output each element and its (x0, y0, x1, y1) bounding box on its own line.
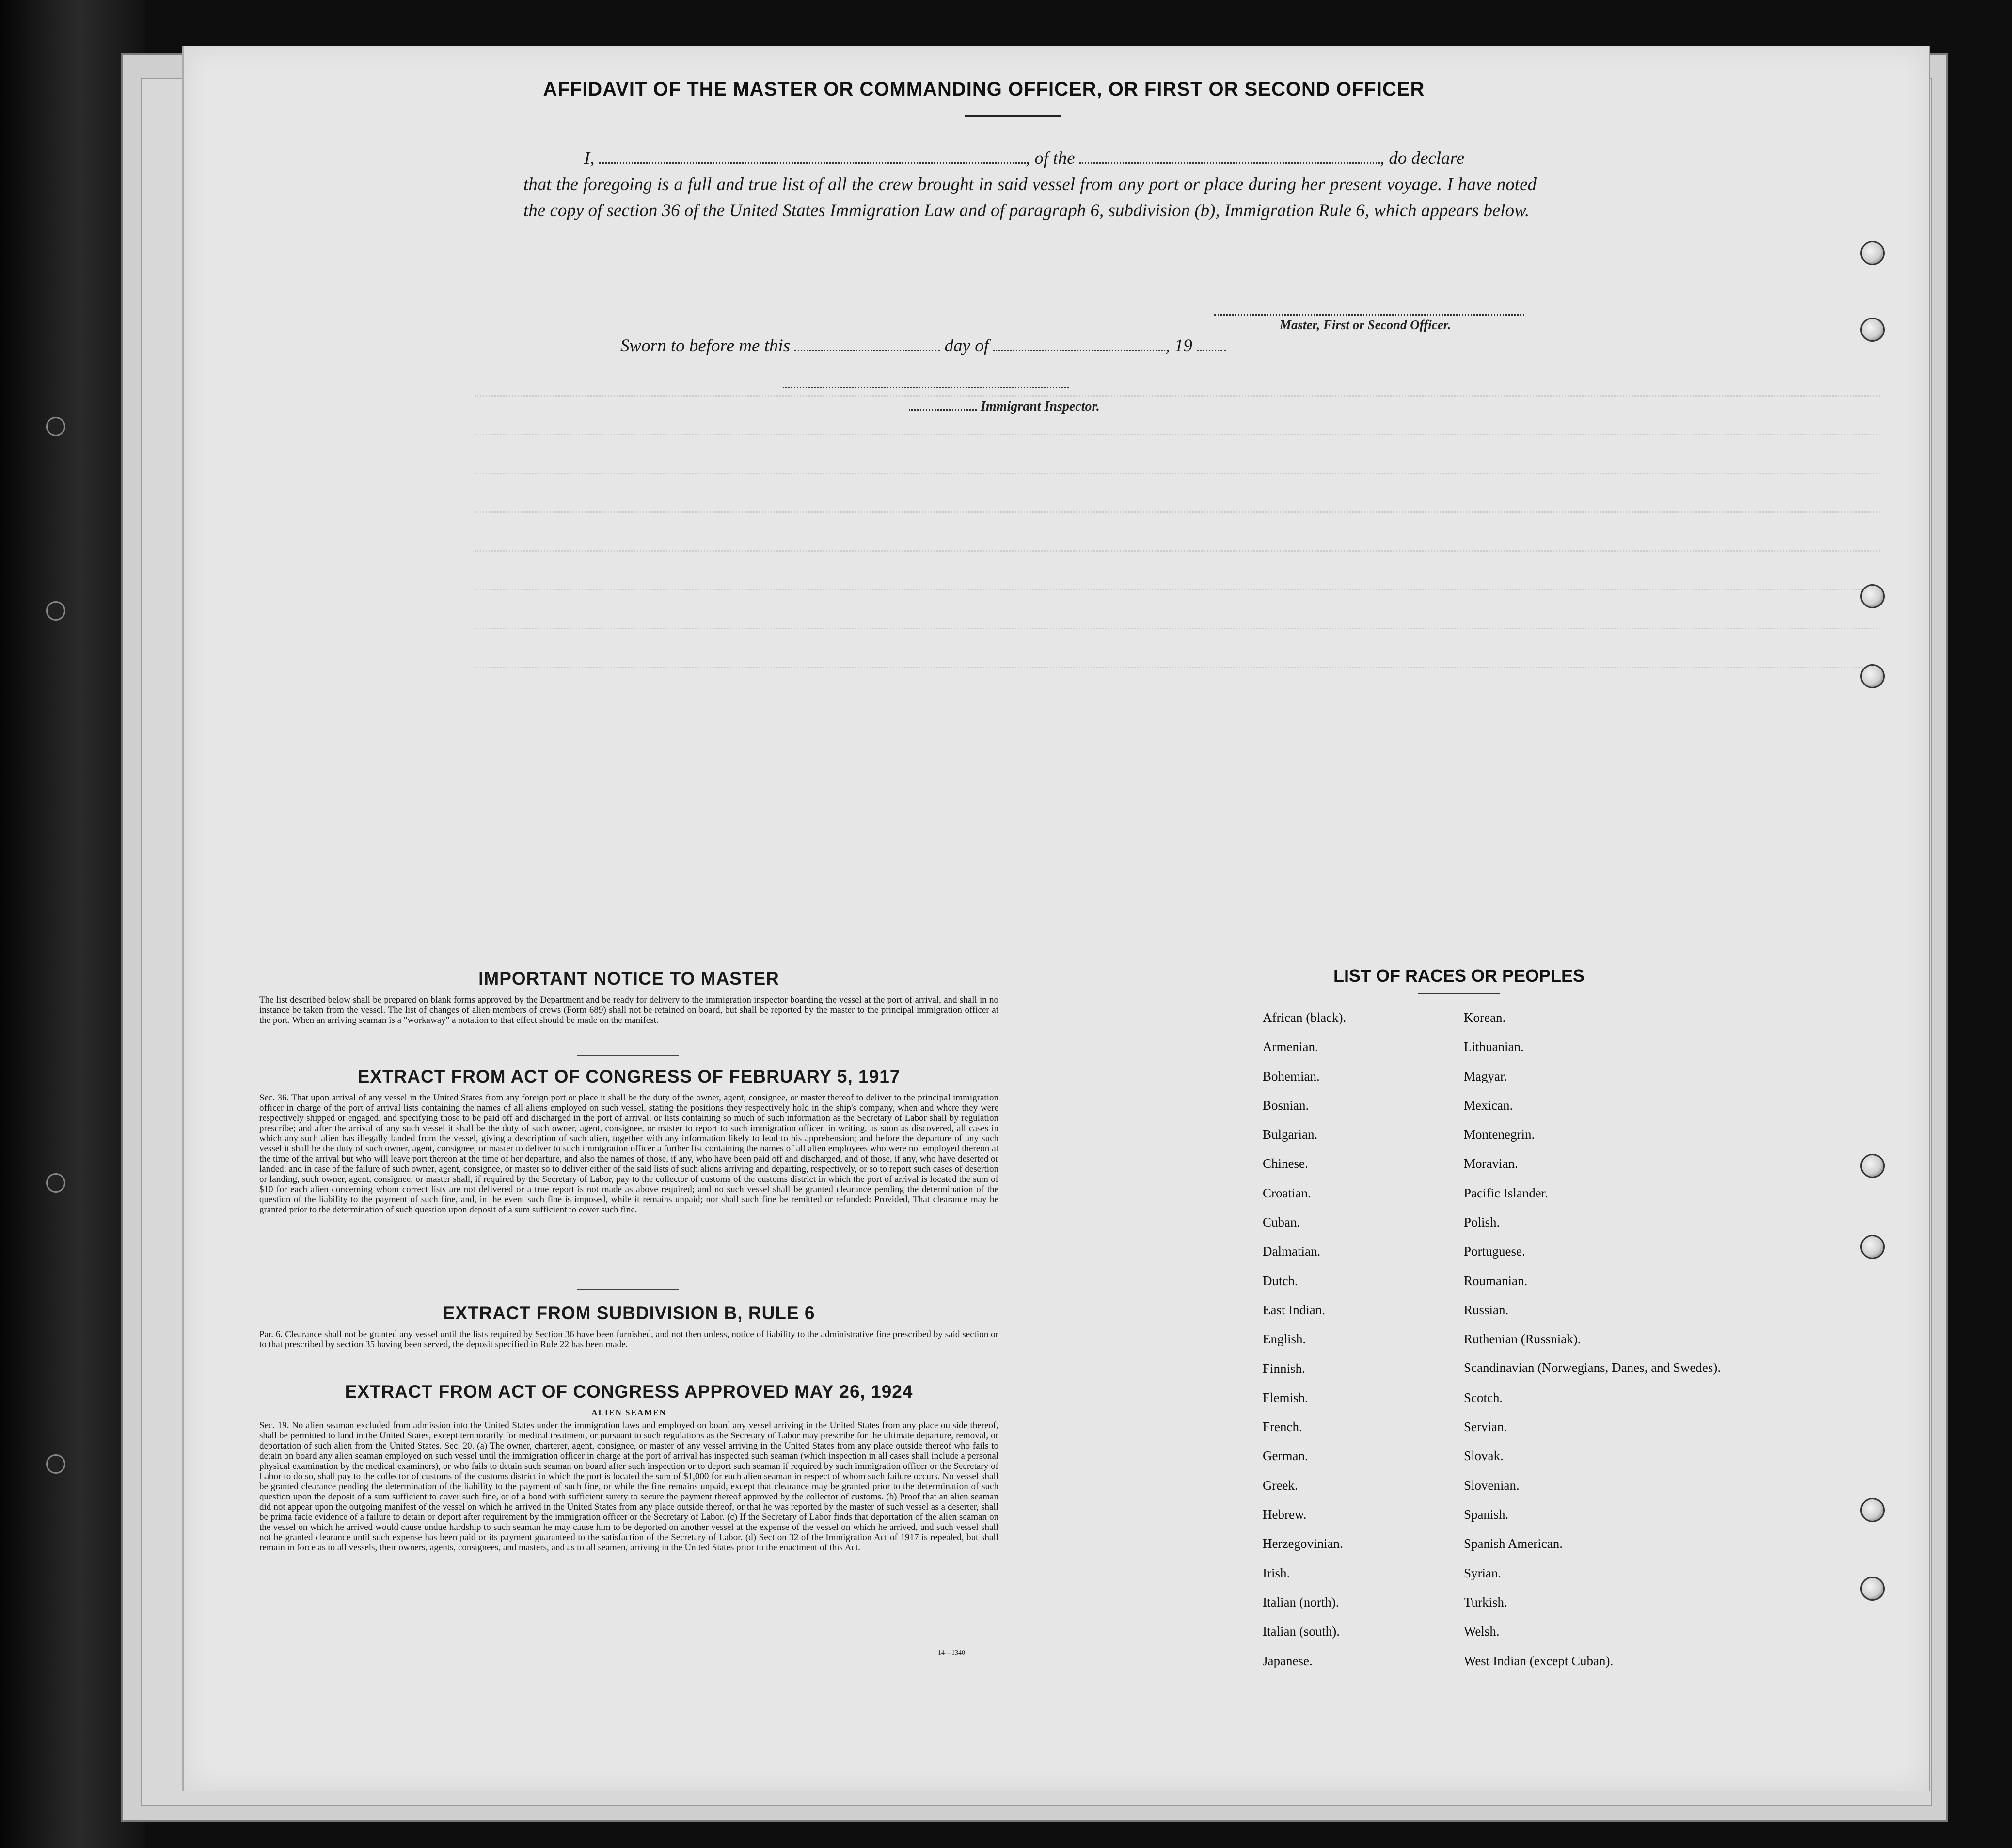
race-item: Hebrew. (1263, 1507, 1307, 1522)
race-item: Finnish. (1263, 1361, 1305, 1376)
bleed-through-row (475, 434, 1880, 438)
bleed-through-row (475, 589, 1880, 593)
separator (577, 1055, 679, 1056)
day-of-label: day of (944, 336, 989, 356)
punch-hole (1860, 584, 1885, 608)
punch-hole (1860, 241, 1885, 265)
race-item: Croatian. (1263, 1185, 1311, 1200)
races-column-right (1464, 1010, 1726, 1683)
race-item: Welsh. (1464, 1624, 1500, 1639)
race-item: Syrian. (1464, 1565, 1502, 1580)
signature-label: Master, First or Second Officer. (1280, 318, 1451, 332)
inspector-signature-line[interactable] (783, 387, 1069, 388)
separator (577, 1289, 679, 1290)
extract-rule6-title: EXTRACT FROM SUBDIVISION B, RULE 6 (443, 1303, 815, 1323)
race-item: Ruthenian (Russniak). (1464, 1332, 1581, 1347)
race-item: Roumanian. (1464, 1273, 1528, 1288)
race-item: Armenian. (1263, 1039, 1318, 1054)
race-item: French. (1263, 1419, 1302, 1434)
year-prefix: , 19 (1165, 336, 1192, 356)
race-item: Italian (south). (1263, 1624, 1340, 1639)
extract-rule6 (259, 1303, 998, 1350)
title-rule (965, 115, 1061, 117)
race-item: Spanish. (1464, 1507, 1509, 1522)
race-item: English. (1263, 1332, 1306, 1347)
sworn-prefix: Sworn to before me this (620, 336, 791, 356)
race-item: Japanese. (1263, 1653, 1313, 1668)
punch-hole (1860, 1154, 1885, 1178)
binder-ring (46, 601, 65, 621)
race-item: Montenegrin. (1464, 1127, 1535, 1142)
bleed-through-row (475, 473, 1880, 477)
race-item: Scotch. (1464, 1390, 1503, 1405)
signature-line[interactable] (1214, 314, 1524, 316)
race-item: East Indian. (1263, 1302, 1325, 1317)
bleed-through-row (475, 511, 1880, 516)
race-item: Bohemian. (1263, 1068, 1320, 1083)
extract-1924 (259, 1382, 998, 1553)
race-item: Dalmatian. (1263, 1244, 1321, 1259)
race-item: Lithuanian. (1464, 1039, 1524, 1054)
i-label: I, (584, 148, 595, 168)
binder-ring (46, 1173, 65, 1193)
extract-1917 (259, 1067, 998, 1215)
affidavit-text: that the foregoing is a full and true list of all the crew brought in said vessel from any port or place during her present voyage. I have noted the copy of section 36 of the United States Immigration Law and of paragraph 6, subdivision (b), Immigration Rule 6, which appears below. (523, 175, 1537, 221)
race-item: Mexican. (1464, 1098, 1513, 1113)
punch-hole (1860, 1498, 1885, 1522)
sworn-month-field[interactable] (993, 335, 1165, 351)
vessel-field[interactable] (1079, 147, 1380, 164)
extract-1917-body: Sec. 36. That upon arrival of any vessel in the United States from any foreign port or place it shall be the duty of the owner, agent, consignee, or master thereof to deliver to the principal immigration officer in charge of the port of arrival lists containing the names of all aliens employed on such vessel, stating the positions they respectively hold in the ship's company, when and where they were respectively shipped or engaged, and specifying those to be paid off and discharged in the port of arrival; or lists containing so much of such information as the Secretary of Labor shall by regulation prescribe; and after the arrival of any such vessel it shall be the duty of such owner, agent, consignee, or master to report to such immigration officer, in writing, as soon as discovered, all cases in which any such alien has illegally landed from the vessel, giving a description of such alien, together with any information likely to lead to his apprehension; and before the departure of any such vessel it shall be the duty of such owner, agent, consignee, or master to deliver to such immigration officer a further list containing the names of all alien employees who were not employed thereon at the time of the arrival but who will leave port thereon at the time of her departure, and also the names of those, if any, who have been paid off and discharged, and of those, if any, who have deserted or landed; and in case of the failure of such owner, agent, consignee, or master so to deliver either of the said lists of such aliens arriving and departing, respectively, or so to report such cases of desertion or landing, such owner, agent, consignee, or master shall, if required by the Secretary of Labor, pay to the collector of customs of the customs district in which the port of arrival is located the sum of $10 for each alien concerning whom correct lists are not delivered or a true report is not made as above required; and no such vessel shall be granted clearance pending the determination of the question of the liability to the payment of such fine, and, in the event such fine is imposed, while it remains unpaid; nor shall such fine be remitted or refunded: Provided, That clearance may be granted prior to the determination of such question upon deposit of a sum sufficient to cover such fine. (259, 1093, 998, 1215)
binder-ring (46, 417, 65, 436)
race-item: Slovak. (1464, 1449, 1504, 1464)
important-notice (259, 969, 998, 1025)
notice-title: IMPORTANT NOTICE TO MASTER (478, 969, 779, 988)
sworn-line (620, 335, 1226, 356)
race-item: Spanish American. (1464, 1536, 1563, 1551)
bleed-through-row (475, 667, 1880, 671)
races-rule (1418, 993, 1500, 994)
race-item: Servian. (1464, 1419, 1507, 1434)
punch-hole (1860, 1235, 1885, 1259)
inspector-fill (909, 398, 977, 411)
affidavit-body (523, 145, 1537, 224)
race-item: Chinese. (1263, 1156, 1308, 1171)
race-item: Italian (north). (1263, 1594, 1339, 1609)
sworn-day-field[interactable] (794, 335, 940, 351)
race-item: Flemish. (1263, 1390, 1308, 1405)
do-declare-label: , do declare (1379, 148, 1465, 168)
inspector-label-text: Immigrant Inspector. (981, 399, 1100, 414)
bleed-through-row (475, 550, 1880, 555)
punch-hole (1860, 664, 1885, 688)
extract-1917-title: EXTRACT FROM ACT OF CONGRESS OF FEBRUARY 5, 1917 (357, 1067, 901, 1086)
bleed-through-row (475, 628, 1880, 632)
bleed-through-row (475, 395, 1880, 399)
race-item: Moravian. (1464, 1156, 1518, 1171)
race-item: Portuguese. (1464, 1244, 1525, 1259)
binder-ring (46, 1454, 65, 1474)
name-field[interactable] (599, 147, 1026, 164)
extract-1924-title: EXTRACT FROM ACT OF CONGRESS APPROVED MAY 26, 1924 (345, 1382, 913, 1402)
extract-1924-subtitle: ALIEN SEAMEN (591, 1408, 666, 1417)
race-item: West Indian (except Cuban). (1464, 1653, 1614, 1668)
affidavit-title: AFFIDAVIT OF THE MASTER OR COMMANDING OFFICER, OR FIRST OR SECOND OFFICER (543, 79, 1425, 100)
race-item: Korean. (1464, 1010, 1506, 1025)
form-number: 14—1340 (938, 1649, 965, 1657)
race-item: Russian. (1464, 1302, 1509, 1317)
sworn-year-field[interactable] (1197, 335, 1226, 351)
race-item: Dutch. (1263, 1273, 1298, 1288)
race-item: Scandinavian (Norwegians, Danes, and Swedes). (1464, 1360, 1721, 1375)
inspector-label (909, 398, 1100, 414)
race-item: Polish. (1464, 1215, 1500, 1230)
races-title: LIST OF RACES OR PEOPLES (1333, 966, 1585, 986)
race-item: African (black). (1263, 1010, 1347, 1025)
race-item: Greek. (1263, 1478, 1298, 1493)
race-item: Bulgarian. (1263, 1127, 1318, 1142)
race-item: Irish. (1263, 1565, 1290, 1580)
notice-body: The list described below shall be prepared on blank forms approved by the Department and be ready for delivery to the immigration inspector boarding the vessel at the port of arrival, and shall in no instance be taken from the vessel. The list of changes of alien members of crews (Form 689) shall not be retained on board, but shall be reported by the master to the principal immigration officer at the port. When an arriving seaman is a "workaway" a notation to that effect should be made on the manifest. (259, 995, 998, 1025)
race-item: Cuban. (1263, 1215, 1300, 1230)
race-item: Magyar. (1464, 1068, 1507, 1083)
race-item: Turkish. (1464, 1594, 1507, 1609)
race-item: Herzegovinian. (1263, 1536, 1343, 1551)
punch-hole (1860, 318, 1885, 342)
extract-rule6-body: Par. 6. Clearance shall not be granted any vessel until the lists required by Section 36 have been furnished, and not then unless, notice of liability to the administrative fine prescribed by said section or to that prescribed by section 35 having been served, the deposit specified in Rule 22 has been made. (259, 1329, 998, 1350)
of-the-label: , of the (1025, 148, 1075, 168)
race-item: Bosnian. (1263, 1098, 1309, 1113)
race-item: Slovenian. (1464, 1478, 1520, 1493)
punch-hole (1860, 1577, 1885, 1601)
race-item: German. (1263, 1449, 1308, 1464)
race-item: Pacific Islander. (1464, 1185, 1548, 1200)
extract-1924-body: Sec. 19. No alien seaman excluded from admission into the United States under the immigration laws and employed on board any vessel arriving in the United States from any place outside thereof, shall be permitted to land in the United States, except temporarily for medical treatment, or pursuant to such regulations as the Secretary of Labor may prescribe for the ultimate departure, removal, or deportation of such alien from the United States. Sec. 20. (a) The owner, charterer, agent, consignee, or master of any vessel arriving in the United States from any place outside thereof who fails to detain on board any alien seaman employed on such vessel until the immigration officer in charge at the port of arrival has inspected such seaman (which inspection in all cases shall include a personal physical examination by the medical examiners), or who fails to detain such seaman on board after such inspection or to deport such seaman if required by such immigration officer or the Secretary of Labor to do so, shall pay to the collector of customs of the customs district in which the port is located the sum of $1,000 for each alien seaman in respect of whom such failure occurs. No vessel shall be granted clearance pending the determination of the liability to the payment of such fine, or while the fine remains unpaid, except that clearance may be granted prior to the determination of such question upon the deposit of a sum sufficient to cover such fine, or of a bond with sufficient surety to secure the payment thereof approved by the collector of customs. (b) Proof that an alien seaman did not appear upon the outgoing manifest of the vessel on which he arrived in the United States from any place outside thereof, or that he was reported by the master of such vessel as a deserter, shall be prima facie evidence of a failure to detain or deport after requirement by the immigration officer or the Secretary of Labor. (c) If the Secretary of Labor finds that deportation of the alien seaman on the vessel on which he arrived would cause undue hardship to such seaman he may cause him to be deported on another vessel at the expense of the vessel on which he arrived, and such vessel shall not be granted clearance until such expense has been paid or its payment guaranteed to the satisfaction of the Secretary of Labor. (d) Section 32 of the Immigration Act of 1917 is repealed, but shall remain in force as to all vessels, their owners, agents, consignees, and masters, and as to all seamen, arriving in the United States prior to the enactment of this Act. (259, 1420, 998, 1553)
